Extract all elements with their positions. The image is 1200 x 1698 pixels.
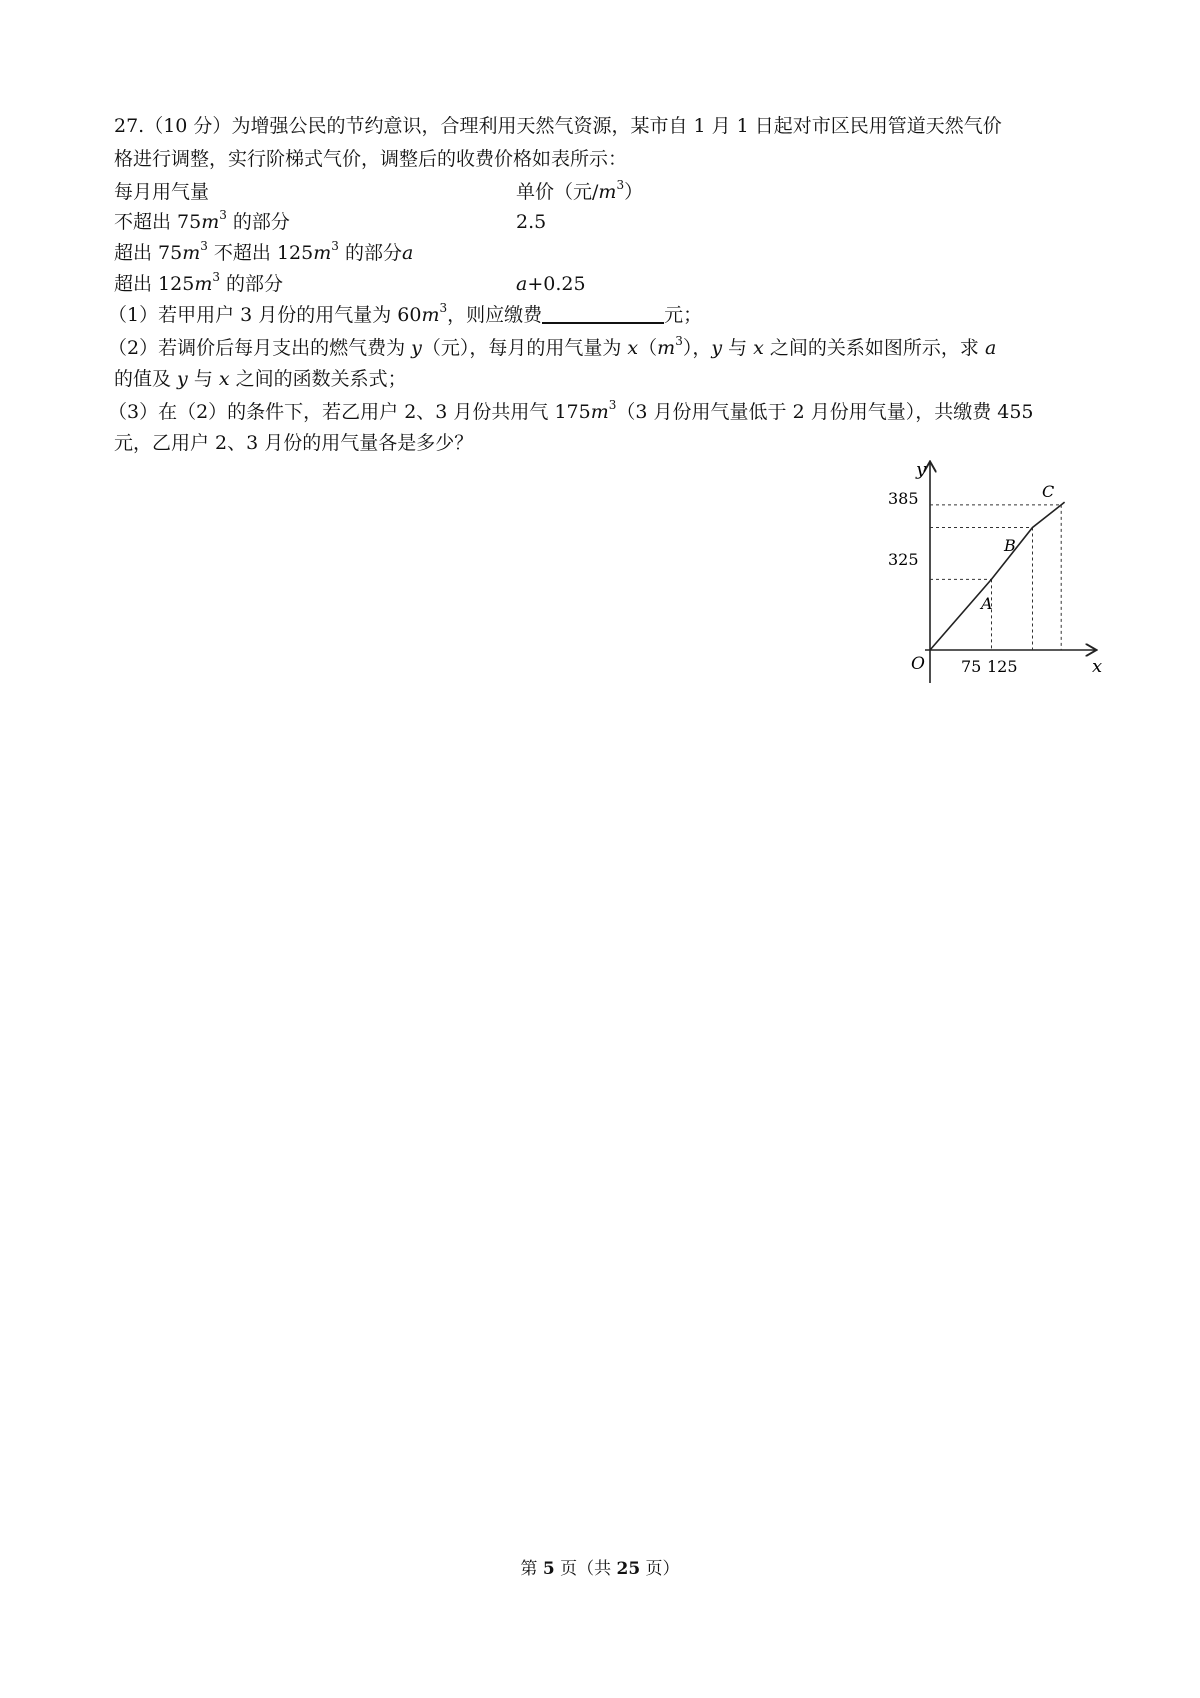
p1-pre: （1）若甲用户 3 月份的用气量为 60	[108, 304, 422, 326]
row1-unit: m	[201, 211, 220, 233]
row2-post: 的部分	[338, 242, 402, 264]
p2-line2-mid: 与	[187, 368, 219, 390]
row2-unit2: m	[313, 242, 332, 264]
row2-unit: m	[182, 242, 201, 264]
row3-exp: 3	[212, 270, 220, 284]
part-2-line-2	[114, 366, 407, 392]
price-graph	[880, 455, 1110, 695]
p1-unit: m	[421, 304, 440, 326]
header-exponent: 3	[616, 178, 625, 192]
x-tick-125: 125	[987, 657, 1018, 676]
row3-price	[516, 271, 586, 297]
p3-pre: （3）在（2）的条件下，若乙用户 2、3 月份共用气 175	[108, 401, 591, 423]
table-header-row	[114, 178, 644, 205]
row1-post: 的部分	[226, 211, 290, 233]
p2-x: x	[627, 337, 639, 359]
table-header-col2	[516, 179, 643, 205]
row2-range	[114, 239, 414, 264]
row2-pre: 超出 75	[114, 242, 183, 264]
row2-exp: 3	[200, 239, 208, 253]
origin-label: O	[911, 654, 925, 674]
p1-exp: 3	[439, 301, 448, 315]
row2-exp2: 3	[331, 239, 339, 253]
footer-page-number: 5	[542, 1559, 555, 1579]
p2-a1: （元），每月的用气量为	[421, 337, 628, 359]
part-3-line-1	[108, 399, 1034, 425]
table-header-col1: 每月用气量	[114, 181, 210, 203]
p2-line2-post: 之间的函数关系式；	[229, 368, 407, 390]
row1-range	[114, 208, 290, 233]
row3-price-suffix: +0.25	[527, 273, 586, 295]
y-tick-385: 385	[888, 489, 919, 508]
header-unit: m	[598, 181, 617, 203]
part-1	[108, 302, 702, 328]
part-3-line-2	[114, 430, 473, 456]
row3-pre: 超出 125	[114, 273, 195, 295]
p2-y: y	[411, 337, 422, 359]
p2-line2-pre: 的值及	[114, 368, 178, 390]
table-row-2	[114, 240, 413, 266]
row3-post: 的部分	[219, 273, 284, 295]
row3-unit: m	[194, 273, 213, 295]
y-axis-label: y	[916, 459, 927, 480]
footer-total-pages: 25	[616, 1559, 641, 1579]
point-label-b: B	[1004, 536, 1016, 555]
p2-pre: （2）若调价后每月支出的燃气费为	[108, 337, 412, 359]
p2-exp: 3	[675, 334, 683, 348]
table-row-3	[114, 270, 586, 297]
p2-m: m	[657, 337, 676, 359]
question-number: 27.	[114, 115, 145, 137]
footer-pre: 第	[520, 1559, 543, 1579]
row1-price: 2.5	[516, 211, 547, 233]
table-row-1	[114, 208, 547, 235]
p3-exp: 3	[608, 398, 617, 412]
p2-x2: x	[753, 337, 764, 359]
p3-post: （3 月份用气量低于 2 月份用气量），共缴费 455	[616, 401, 1034, 423]
row3-range	[114, 270, 284, 295]
point-label-c: C	[1042, 482, 1055, 501]
price-curve	[930, 502, 1065, 650]
part-2-line-1	[108, 335, 996, 361]
p1-post: 元；	[664, 304, 703, 326]
x-tick-75: 75	[961, 657, 982, 676]
p2-y2: y	[711, 337, 723, 359]
row3-price-var: a	[516, 273, 528, 295]
y-tick-325: 325	[888, 550, 919, 569]
x-axis-label: x	[1092, 656, 1103, 677]
p2-a2: （	[638, 337, 658, 359]
point-label-a: A	[981, 594, 993, 613]
page-footer	[0, 1558, 1200, 1580]
p3-line2: 元，乙用户 2、3 月份的用气量各是多少？	[114, 432, 474, 454]
p2-y3: y	[177, 368, 188, 390]
p1-mid: ，则应缴费	[447, 304, 543, 326]
p2-a5: 之间的关系如图所示，求	[763, 337, 985, 359]
row1-exp: 3	[219, 208, 227, 222]
question-intro-2: 格进行调整，实行阶梯式气价，调整后的收费价格如表所示：	[114, 148, 628, 170]
p2-a: a	[984, 337, 997, 359]
footer-post: 页）	[640, 1559, 680, 1579]
p2-a4: 与	[722, 337, 754, 359]
p2-a3: ），	[682, 337, 712, 359]
answer-blank[interactable]	[542, 304, 664, 324]
question-line-2	[114, 146, 627, 172]
header-suffix: ）	[624, 181, 644, 203]
p3-unit: m	[590, 401, 609, 423]
question-score: （10 分）	[144, 115, 232, 137]
footer-mid: 页（共	[554, 1559, 617, 1579]
row1-pre: 不超出 75	[114, 211, 202, 233]
row2-price: a	[401, 242, 414, 264]
question-intro-1: 为增强公民的节约意识，合理利用天然气资源，某市自 1 月 1 日起对市区民用管道天然气价	[231, 115, 1002, 137]
header-price-label: 单价（元/	[516, 181, 599, 203]
question-line-1	[114, 113, 1002, 139]
p2-x3: x	[218, 368, 230, 390]
row2-mid: 不超出 125	[207, 242, 314, 264]
